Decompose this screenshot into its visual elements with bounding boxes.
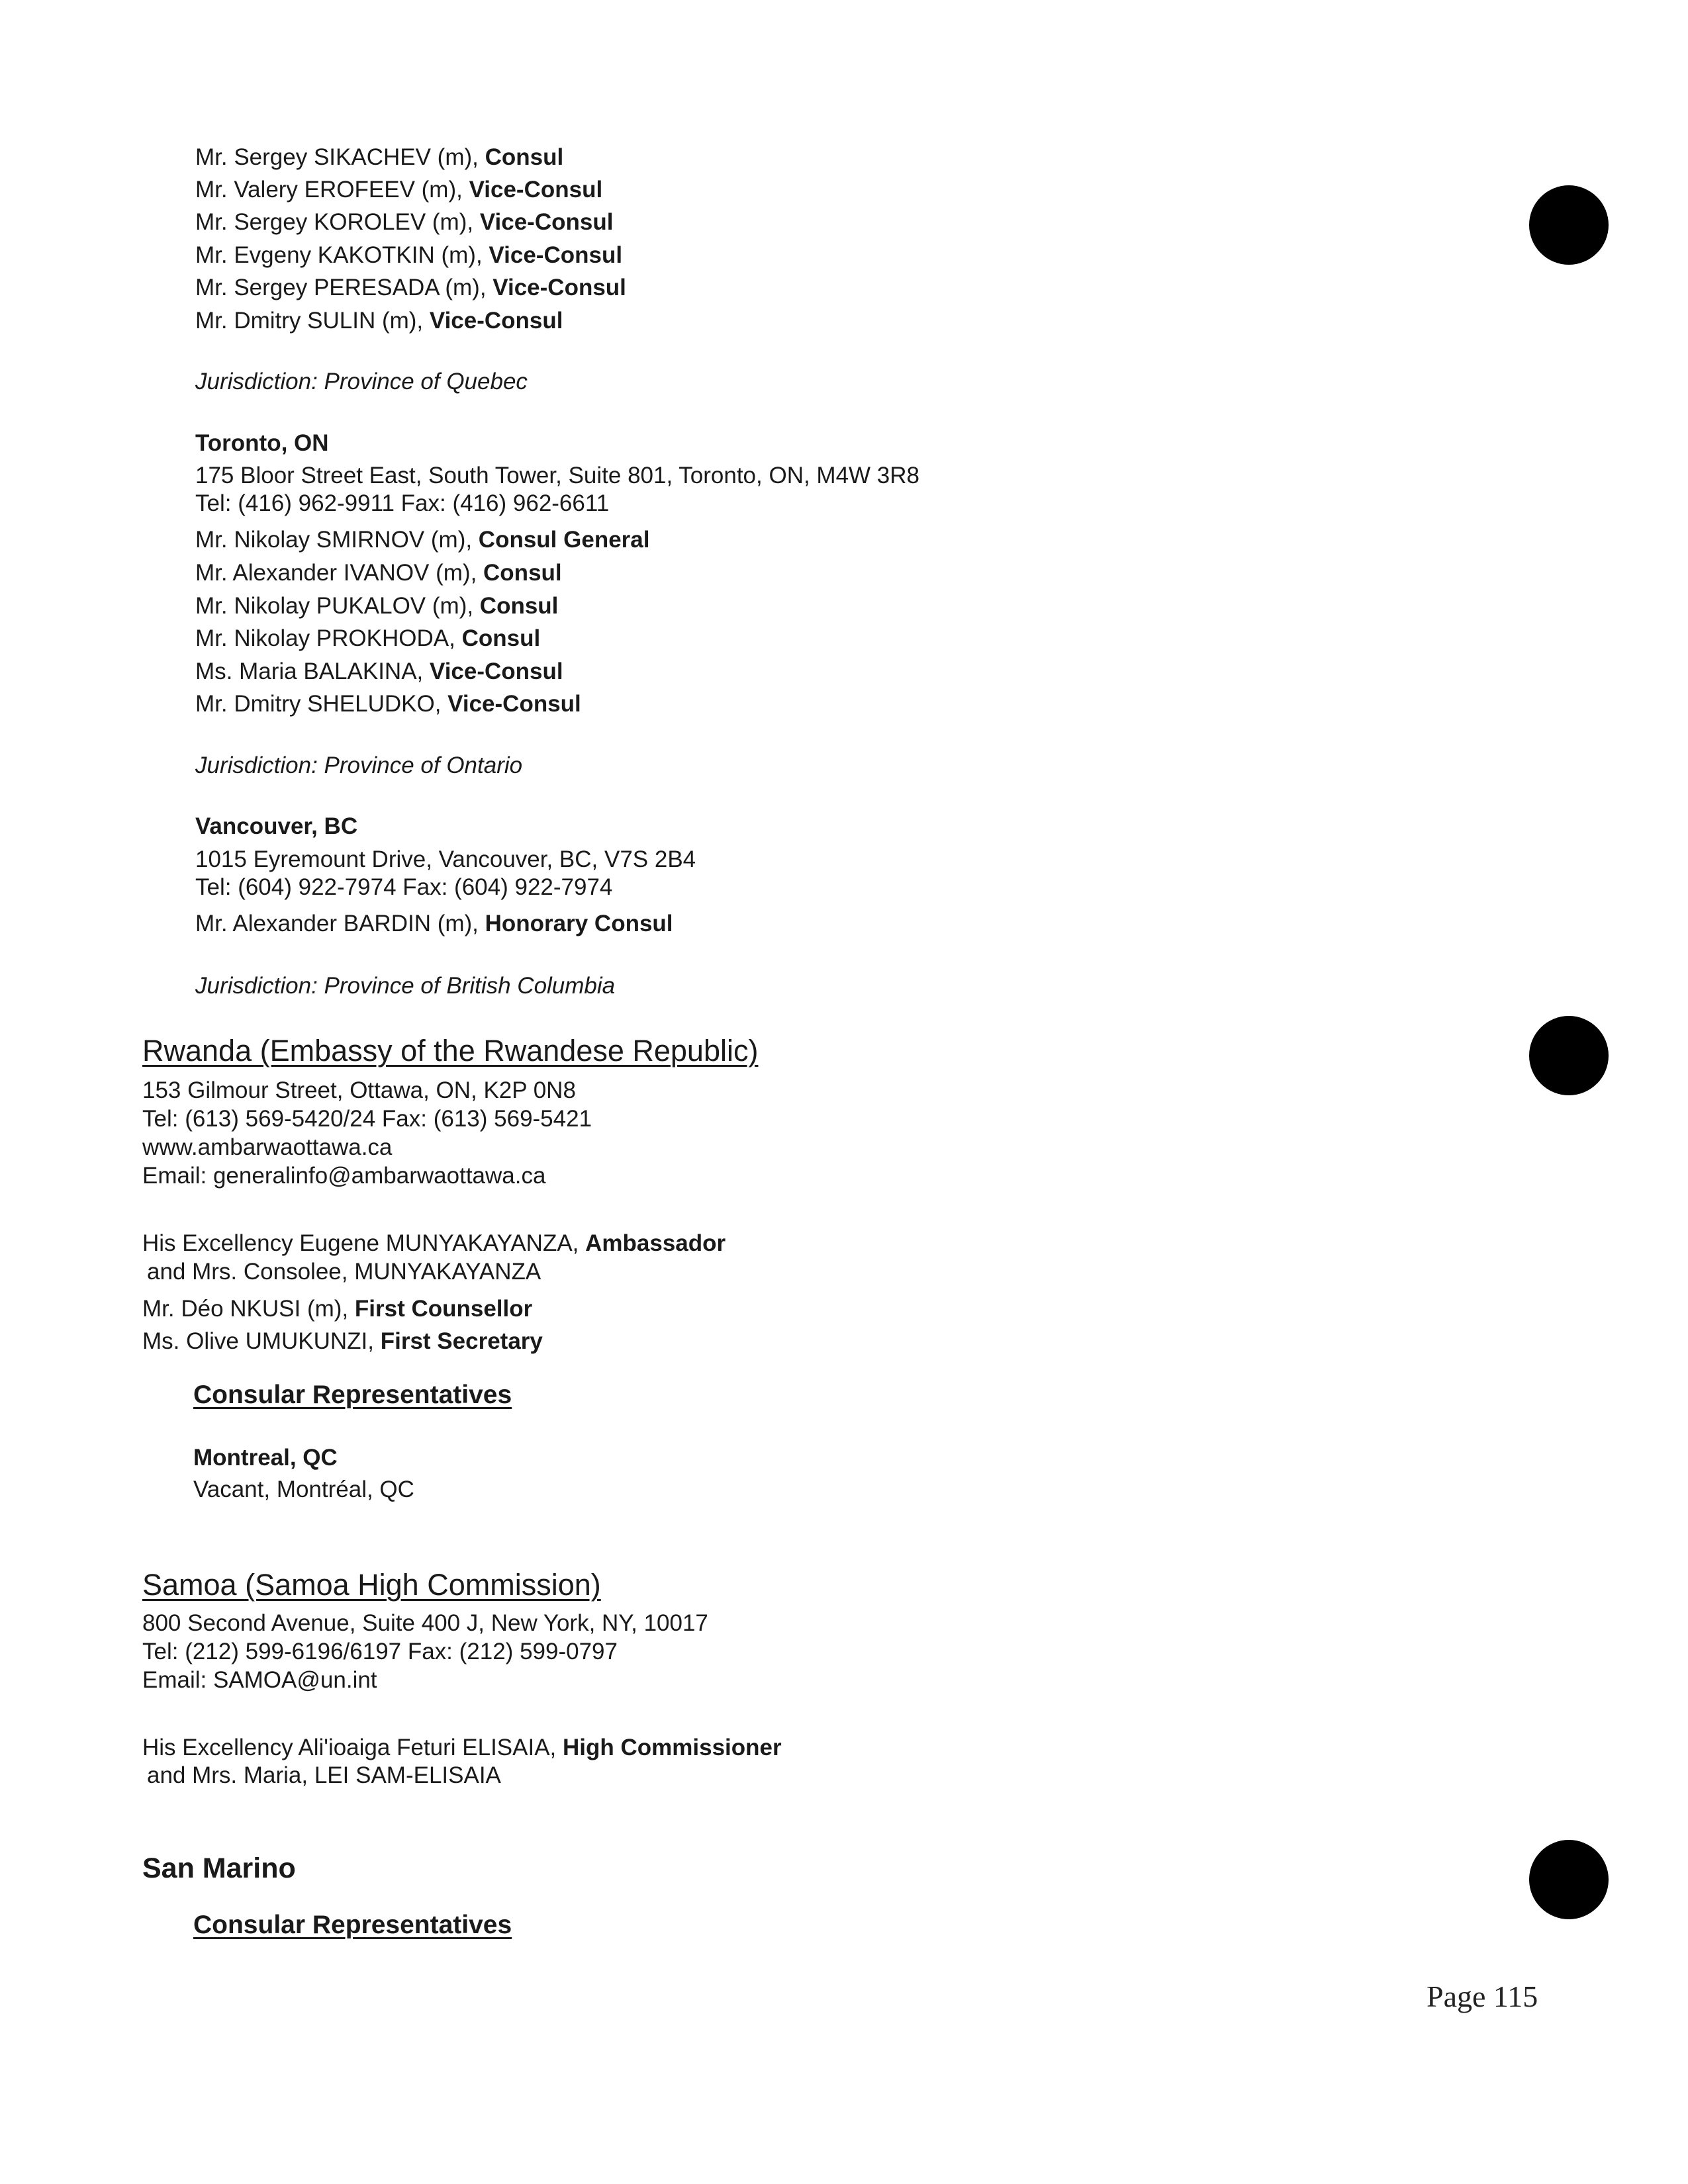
official-title: Consul General <box>478 527 650 553</box>
official-line <box>195 173 602 206</box>
official-line <box>195 590 558 622</box>
jurisdiction-ontario: Jurisdiction: Province of Ontario <box>195 752 523 778</box>
consular-representatives-heading: Consular Representatives <box>193 1381 512 1409</box>
consular-status: Vacant, Montréal, QC <box>193 1477 414 1502</box>
mission-email: Email: SAMOA@un.int <box>142 1667 377 1693</box>
official-title: Consul <box>483 560 562 586</box>
commissioner-name: His Excellency Ali'ioaiga Feturi ELISAIA, <box>142 1735 563 1760</box>
embassy-address: 153 Gilmour Street, Ottawa, ON, K2P 0N8 <box>142 1077 576 1103</box>
official-title: Vice-Consul <box>489 242 623 268</box>
commissioner-title: High Commissioner <box>563 1735 782 1760</box>
consulate-phone: Tel: (604) 922-7974 Fax: (604) 922-7974 <box>195 874 613 900</box>
official-name: Mr. Sergey SIKACHEV (m), <box>195 144 485 170</box>
official-line <box>195 141 563 173</box>
official-title: Vice-Consul <box>479 209 614 235</box>
official-name: Mr. Déo NKUSI (m), <box>142 1296 355 1322</box>
official-name: Mr. Nikolay PROKHODA, <box>195 625 462 651</box>
embassy-website: www.ambarwaottawa.ca <box>142 1134 393 1160</box>
official-line <box>195 304 563 337</box>
consular-city-montreal: Montreal, QC <box>193 1445 338 1471</box>
official-title: Vice-Consul <box>492 275 626 300</box>
official-name: Ms. Maria BALAKINA, <box>195 659 430 684</box>
official-name: Mr. Alexander IVANOV (m), <box>195 560 484 586</box>
official-line <box>195 622 540 655</box>
country-heading-rwanda: Rwanda (Embassy of the Rwandese Republic) <box>142 1034 759 1068</box>
official-line <box>195 239 622 271</box>
official-name: Mr. Sergey PERESADA (m), <box>195 275 493 300</box>
head-of-mission-line <box>142 1227 726 1259</box>
embassy-phone: Tel: (613) 569-5420/24 Fax: (613) 569-5421 <box>142 1106 592 1132</box>
official-name: Mr. Sergey KOROLEV (m), <box>195 209 480 235</box>
ambassador-name: His Excellency Eugene MUNYAKAYANZA, <box>142 1230 586 1256</box>
embassy-email: Email: generalinfo@ambarwaottawa.ca <box>142 1163 546 1189</box>
official-title: Vice-Consul <box>469 177 603 203</box>
punch-hole-middle <box>1529 1016 1609 1095</box>
official-title: Consul <box>479 593 559 619</box>
official-title: First Secretary <box>380 1328 543 1354</box>
official-line <box>195 557 562 589</box>
official-name: Mr. Valery EROFEEV (m), <box>195 177 469 203</box>
consular-representatives-heading: Consular Representatives <box>193 1911 512 1939</box>
official-line <box>142 1293 532 1325</box>
official-name: Mr. Evgeny KAKOTKIN (m), <box>195 242 489 268</box>
official-name: Mr. Nikolay SMIRNOV (m), <box>195 527 479 553</box>
mission-address: 800 Second Avenue, Suite 400 J, New York, NY, 10017 <box>142 1610 708 1636</box>
official-title: Consul <box>485 144 564 170</box>
consulate-city-toronto: Toronto, ON <box>195 430 329 456</box>
official-line <box>142 1325 543 1357</box>
official-name: Mr. Nikolay PUKALOV (m), <box>195 593 480 619</box>
ambassador-title: Ambassador <box>585 1230 726 1256</box>
official-title: Vice-Consul <box>429 659 563 684</box>
official-line <box>195 271 626 304</box>
punch-hole-top <box>1529 185 1609 265</box>
jurisdiction-quebec: Jurisdiction: Province of Quebec <box>195 369 528 394</box>
official-line <box>195 688 581 720</box>
consulate-phone: Tel: (416) 962-9911 Fax: (416) 962-6611 <box>195 490 610 516</box>
official-name: Ms. Olive UMUKUNZI, <box>142 1328 381 1354</box>
mission-phone: Tel: (212) 599-6196/6197 Fax: (212) 599-0797 <box>142 1639 618 1664</box>
country-heading-san-marino: San Marino <box>142 1852 296 1884</box>
country-heading-samoa: Samoa (Samoa High Commission) <box>142 1568 601 1602</box>
official-name: Mr. Dmitry SULIN (m), <box>195 308 430 334</box>
official-line <box>195 907 673 940</box>
spouse-line: and Mrs. Consolee, MUNYAKAYANZA <box>147 1259 541 1285</box>
consulate-address: 1015 Eyremount Drive, Vancouver, BC, V7S 2B4 <box>195 846 696 872</box>
official-title: Vice-Consul <box>447 691 581 717</box>
punch-hole-bottom <box>1529 1840 1609 1919</box>
official-line <box>195 206 613 238</box>
official-title: First Counsellor <box>354 1296 533 1322</box>
official-name: Mr. Alexander BARDIN (m), <box>195 911 485 936</box>
official-title: Vice-Consul <box>429 308 563 334</box>
official-title: Honorary Consul <box>485 911 673 936</box>
official-title: Consul <box>461 625 541 651</box>
jurisdiction-british-columbia: Jurisdiction: Province of British Columbia <box>195 973 616 999</box>
official-line <box>195 655 563 688</box>
consulate-city-vancouver: Vancouver, BC <box>195 813 358 839</box>
spouse-line: and Mrs. Maria, LEI SAM-ELISAIA <box>147 1762 501 1788</box>
page-number: Page 115 <box>1427 1979 1538 2013</box>
consulate-address: 175 Bloor Street East, South Tower, Suite 801, Toronto, ON, M4W 3R8 <box>195 463 920 488</box>
official-line <box>195 523 649 556</box>
official-name: Mr. Dmitry SHELUDKO, <box>195 691 448 717</box>
